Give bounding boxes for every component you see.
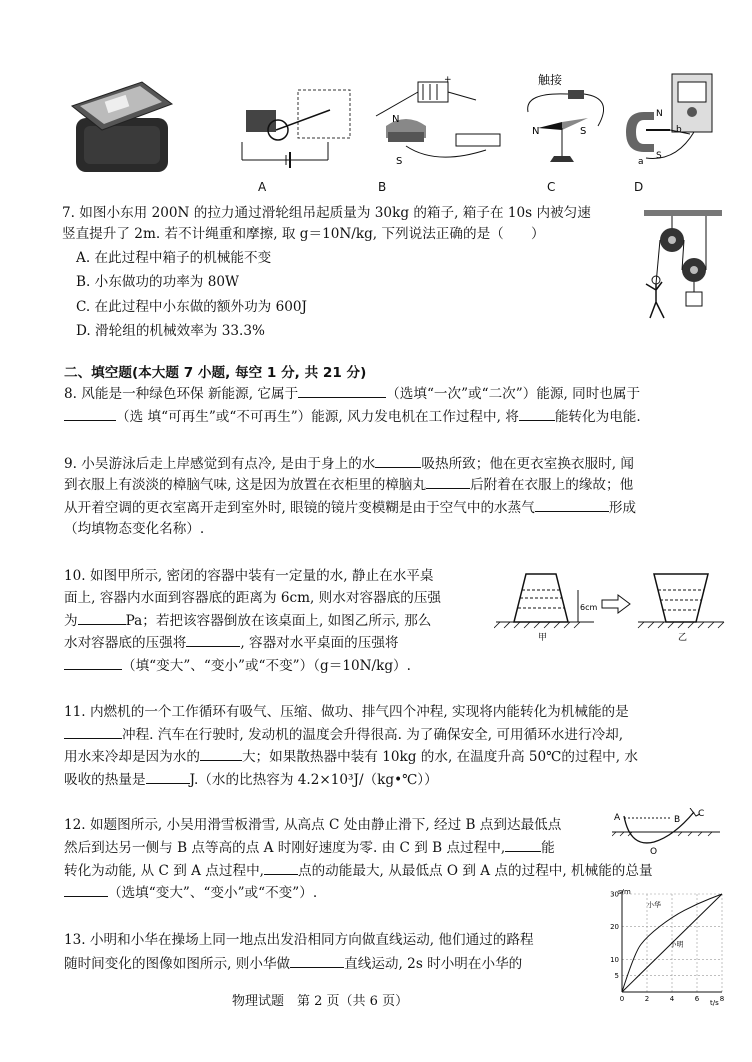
point-a-label: A: [614, 813, 621, 823]
q7-option-d: D. 滑轮组的机械效率为 33.3%: [76, 323, 265, 339]
chart-series-label: 小明: [669, 940, 684, 949]
ski-slope-diagram: [612, 808, 722, 856]
point-c-label: C: [698, 809, 705, 819]
point-o-label: O: [650, 847, 658, 856]
chart-x-label: t/s: [710, 999, 719, 1006]
chart-x-tick-label: 4: [669, 995, 675, 1003]
q8-blank-1[interactable]: [298, 383, 386, 398]
chart-y-tick-label: 5: [614, 972, 619, 981]
chudong-label: 触接: [538, 73, 563, 87]
svg-text:N: N: [532, 126, 540, 137]
q7-option-c: C. 在此过程中小东做的额外功为 600J: [76, 299, 307, 315]
q13-line-1: 13. 小明和小华在操场上同一地点出发沿相同方向做直线运动, 他们通过的路程: [64, 932, 534, 948]
figure-a-label: A: [258, 180, 267, 194]
q11-line-2: 冲程. 汽车在行驶时, 发动机的温度会升得很高. 为了确保安全, 可用循环水进行冷却,: [64, 724, 623, 745]
chart-x-tick-label: 8: [719, 995, 725, 1003]
svg-text:S: S: [656, 151, 662, 161]
q11-line-1: 11. 内燃机的一个工作循环有吸气、压缩、做功、排气四个冲程, 实现将内能转化为机械能的是: [64, 704, 629, 720]
q7-line-2: 竖直提升了 2m. 若不计绳重和摩擦, 取 g＝10N/kg, 下列说法正确的是（ ）: [62, 226, 545, 242]
chart-y-label: s/m: [618, 888, 631, 896]
chart-y-tick-label: 30: [610, 890, 619, 899]
q10-blank-3[interactable]: [64, 655, 122, 670]
q7-option-b: B. 小东做功的功率为 80W: [76, 274, 239, 290]
q8-blank-3[interactable]: [519, 406, 555, 421]
q9-blank-2[interactable]: [426, 474, 470, 489]
svg-text:N: N: [656, 109, 663, 119]
q11-blank-2[interactable]: [200, 746, 242, 761]
q9-line-3: 从开着空调的更衣室离开走到室外时, 眼镜的镜片变模糊是由于空气中的水蒸气 形成: [64, 497, 636, 518]
q12-line-2: 然后到达另一侧与 B 点等高的点 A 时刚好速度为零. 由 C 到 B 点过程中, 能: [64, 837, 555, 858]
q11-blank-1[interactable]: [64, 724, 122, 739]
q9-blank-3[interactable]: [535, 497, 609, 512]
chart-x-tick-label: 0: [619, 995, 625, 1003]
q9-line-1: 9. 小吴游泳后走上岸感觉到有点冷, 是由于身上的水 吸热所致；他在更衣室换衣服时, 闻: [64, 453, 634, 474]
q8-blank-2[interactable]: [64, 406, 116, 421]
q8-line-1: 8. 风能是一种绿色环保 新能源, 它属于 （选填“一次”或“二次”）能源, 同时也属于: [64, 383, 640, 404]
q11-line-4: 吸收的热量是 J.（水的比热容为 4.2×10³J/（kg•℃））: [64, 769, 438, 790]
q8-line-2: （选 填“可再生”或“不可再生”）能源, 风力发电机在工作过程中, 将 能转化为电能.: [64, 406, 641, 427]
figure-a-diagram: [238, 82, 358, 174]
q12-line-1: 12. 如题图所示, 小吴用滑雪板滑雪, 从高点 C 处由静止滑下, 经过 B 点到达最低点: [64, 817, 562, 833]
q10-line-5: （填“变大”、“变小”或“不变”）（g＝10N/kg）.: [64, 655, 411, 676]
q13-line-2: 随时间变化的图像如图所示, 则小华做 直线运动, 2s 时小明在小华的: [64, 953, 522, 974]
container-height-label: 6cm: [580, 603, 598, 612]
figure-c-diagram: [522, 72, 607, 174]
svg-text:+: +: [444, 76, 452, 85]
container-diagram: [494, 568, 726, 648]
distance-time-chart: [602, 884, 726, 1006]
wireless-charger-photo: [62, 80, 180, 175]
figure-b-label: B: [378, 180, 387, 194]
chart-y-tick-label: 10: [610, 955, 619, 964]
q10-blank-2[interactable]: [186, 632, 240, 647]
q10-line-3: 为 Pa；若把该容器倒放在该桌面上, 如图乙所示, 那么: [64, 610, 431, 631]
figure-d-diagram: [616, 72, 716, 174]
figure-b-diagram: [366, 76, 516, 174]
q7-option-a: A. 在此过程中箱子的机械能不变: [76, 250, 272, 266]
figure-jia-label: 甲: [538, 633, 548, 643]
q11-line-3: 用水来冷却是因为水的 大；如果散热器中装有 10kg 的水, 在温度升高 50℃的过程中, 水: [64, 746, 638, 767]
q10-line-1: 10. 如图甲所示, 密闭的容器中装有一定量的水, 静止在水平桌: [64, 568, 434, 584]
q10-line-2: 面上, 容器内水面到容器底的距离为 6cm, 则水对容器底的压强: [64, 590, 442, 606]
chart-x-tick-label: 2: [644, 995, 650, 1003]
q9-line-2: 到衣服上有淡淡的樟脑气味, 这是因为放置在衣柜里的樟脑丸 后附着在衣服上的缘故；他: [64, 474, 633, 495]
page-footer: 物理试题 第 2 页（共 6 页）: [232, 994, 409, 1009]
point-b-label: B: [674, 815, 681, 825]
q10-blank-1[interactable]: [78, 610, 126, 625]
figure-c-label: C: [547, 180, 556, 194]
q12-line-4: （选填“变大”、“变小”或“不变”）.: [64, 882, 317, 903]
svg-text:N: N: [392, 114, 400, 125]
q9-blank-1[interactable]: [375, 453, 421, 468]
svg-text:S: S: [580, 126, 587, 137]
q12-blank-2[interactable]: [264, 860, 298, 875]
chart-series-label: 小华: [647, 901, 661, 910]
q11-blank-3[interactable]: [146, 769, 190, 784]
q12-blank-3[interactable]: [64, 882, 108, 897]
q12-blank-1[interactable]: [505, 837, 541, 852]
q10-line-4: 水对容器底的压强将 , 容器对水平桌面的压强将: [64, 632, 399, 653]
figure-yi-label: 乙: [678, 633, 688, 643]
chart-y-tick-label: 20: [610, 923, 619, 932]
chart-x-tick-label: 6: [694, 995, 700, 1003]
q12-line-3: 转化为动能, 从 C 到 A 点过程中, 点的动能最大, 从最低点 O 到 A 点的过程中, 机械能的总量: [64, 860, 653, 881]
q9-line-4: （均填物态变化名称）.: [64, 521, 205, 537]
svg-text:b: b: [676, 125, 682, 135]
svg-text:S: S: [396, 156, 403, 167]
figure-d-label: D: [634, 180, 644, 194]
section-2-title: 二、填空题(本大题 7 小题, 每空 1 分, 共 21 分): [64, 365, 367, 381]
pulley-diagram: [636, 208, 726, 332]
q13-blank-1[interactable]: [290, 953, 344, 968]
q7-line-1: 7. 如图小东用 200N 的拉力通过滑轮组吊起质量为 30kg 的箱子, 箱子在 10s 内被匀速: [62, 205, 591, 221]
svg-text:a: a: [638, 157, 644, 167]
